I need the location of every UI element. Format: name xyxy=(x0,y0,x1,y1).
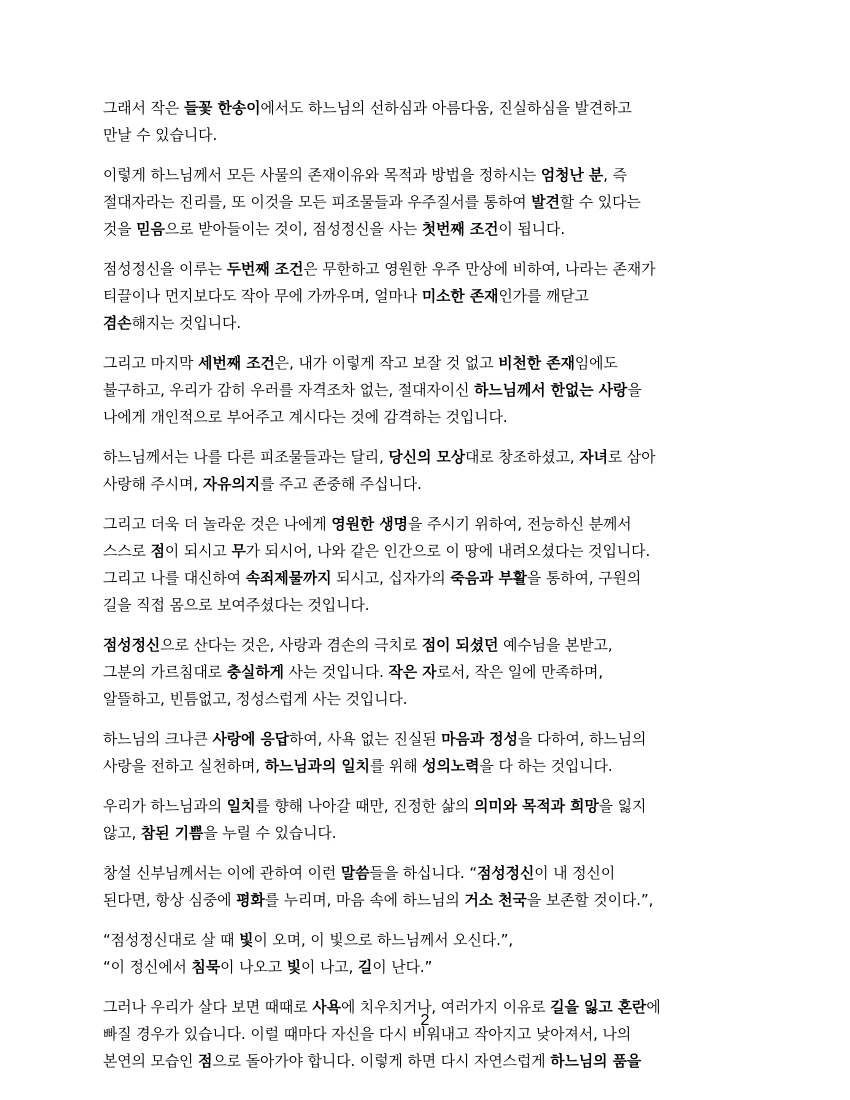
text-line xyxy=(103,860,763,887)
bold-text: 세번째 조건 xyxy=(198,355,275,372)
text-run: 되시고, 십자가의 xyxy=(331,570,451,587)
text-run: , 즉 xyxy=(603,167,627,184)
text-run: 예수님을 본받고, xyxy=(498,637,613,654)
text-line xyxy=(103,122,763,149)
text-line xyxy=(103,256,763,283)
paragraph xyxy=(103,927,763,981)
text-run: 를 누리며, 마음 속에 하느님의 xyxy=(264,892,465,909)
page-number: 2 xyxy=(420,1012,430,1029)
paragraph xyxy=(103,793,763,847)
text-run: 그러나 우리가 살다 보면 때때로 xyxy=(103,999,313,1016)
paragraph xyxy=(103,511,763,619)
bold-text: 영원한 생명 xyxy=(331,516,408,533)
text-run: 빠질 경우가 있습니다. 이럴 때마다 자신을 다시 비워내고 작아지고 낮아져서, 나의 xyxy=(103,1026,632,1043)
text-line xyxy=(103,659,763,686)
text-line xyxy=(103,753,763,780)
bold-text: 자유의지 xyxy=(202,476,261,493)
text-line xyxy=(103,216,763,243)
text-run: 에 xyxy=(646,999,661,1016)
text-line xyxy=(103,189,763,216)
text-run: 창설 신부님께서는 이에 관하여 이런 xyxy=(103,865,341,882)
bold-text: 두번째 조건 xyxy=(226,261,304,278)
bold-text: 하느님의 품을 xyxy=(550,1053,642,1070)
bold-text: 자녀 xyxy=(579,449,608,466)
text-line xyxy=(103,283,763,310)
text-run: 된다면, 항상 심중에 xyxy=(103,892,237,909)
text-run: 에 치우치거나, 여러가지 이유로 xyxy=(340,999,551,1016)
paragraph xyxy=(103,256,763,337)
bold-text: 엄청난 분 xyxy=(540,167,604,184)
text-run: 을 다 하는 것입니다. xyxy=(479,758,613,775)
bold-text: 빛 xyxy=(239,932,254,949)
text-run: 를 향해 나아갈 때만, 진정한 삶의 xyxy=(255,798,475,815)
paragraph xyxy=(103,162,763,243)
text-line xyxy=(103,95,763,122)
text-run: 을 통하여, 구원의 xyxy=(527,570,642,587)
text-run: 인가를 깨닫고 xyxy=(498,288,589,305)
text-line xyxy=(103,310,763,337)
text-line xyxy=(103,1048,763,1075)
text-run: 길을 직접 몸으로 보여주셨다는 것입니다. xyxy=(103,597,370,614)
text-run: 은, 내가 이렇게 작고 보잘 것 없고 xyxy=(274,355,499,372)
text-run: 본연의 모습인 xyxy=(103,1053,199,1070)
text-run: 를 위해 xyxy=(369,758,423,775)
text-run: 이 나오고 xyxy=(220,959,287,976)
text-run: 사랑해 주시며, xyxy=(103,476,203,493)
text-run: 가 되시어, 나와 같은 인간으로 이 땅에 내려오셨다는 것입니다. xyxy=(245,543,651,560)
paragraph xyxy=(103,444,763,498)
text-line xyxy=(103,350,763,377)
text-run: 으로 받아들이는 것이, 점성정신을 사는 xyxy=(164,221,422,238)
bold-text: 침묵 xyxy=(191,959,221,976)
text-line xyxy=(103,927,763,954)
bold-text: 빛 xyxy=(286,959,302,976)
bold-text: 겸손 xyxy=(103,315,132,332)
bold-text: 사랑에 응답 xyxy=(212,731,290,748)
text-line xyxy=(103,954,763,981)
text-line xyxy=(103,538,763,565)
text-run: 알뜰하고, 빈틈없고, 정성스럽게 사는 것입니다. xyxy=(103,691,408,708)
text-line xyxy=(103,887,763,914)
text-run: 을 주시기 위하여, 전능하신 분께서 xyxy=(407,516,632,533)
text-run: 그리고 나를 대신하여 xyxy=(103,570,246,587)
text-run: 그래서 작은 xyxy=(103,100,184,117)
text-line xyxy=(103,793,763,820)
text-run: 은 무한하고 영원한 우주 만상에 비하여, 나라는 존재가 xyxy=(303,261,656,278)
text-run: 으로 산다는 것은, 사랑과 겸손의 극치로 xyxy=(160,637,422,654)
bold-text: 들꽃 한송이 xyxy=(183,100,261,117)
text-run: 이 오며, 이 빛으로 하느님께서 오신다.”, xyxy=(253,932,514,949)
bold-text: 작은 자 xyxy=(388,664,437,681)
text-run: 티끌이나 먼지보다도 작아 무에 가까우며, 얼마나 xyxy=(103,288,422,305)
text-run: 그리고 더욱 더 놀라운 것은 나에게 xyxy=(103,516,332,533)
bold-text: 속죄제물까지 xyxy=(245,570,332,587)
bold-text: 비천한 존재 xyxy=(498,355,575,372)
text-run: 을 누릴 수 있습니다. xyxy=(203,825,337,842)
text-run: 스스로 xyxy=(103,543,151,560)
text-run: 하여, 사욕 없는 진실된 xyxy=(289,731,442,748)
text-line xyxy=(103,444,763,471)
paragraph xyxy=(103,95,763,149)
text-line xyxy=(103,820,763,847)
text-run: 그리고 마지막 xyxy=(103,355,199,372)
bold-text: 당신의 모상 xyxy=(388,449,466,466)
text-run: 임에도 xyxy=(574,355,618,372)
text-run: 할 수 있다는 xyxy=(559,194,641,211)
bold-text: 미소한 존재 xyxy=(421,288,499,305)
bold-text: 점이 되셨던 xyxy=(421,637,499,654)
bold-text: 참된 기쁨 xyxy=(141,825,204,842)
bold-text: 마음과 정성 xyxy=(441,731,518,748)
text-run: 이 됩니다. xyxy=(498,221,566,238)
text-run: 을 xyxy=(627,382,642,399)
text-line xyxy=(103,162,763,189)
text-run: 만날 수 있습니다. xyxy=(103,127,218,144)
text-run: 불구하고, 우리가 감히 우러를 자격조차 없는, 절대자이신 xyxy=(103,382,475,399)
text-run: 들을 하십니다. “ xyxy=(369,865,478,882)
bold-text: 점 xyxy=(150,543,165,560)
text-run: “점성정신대로 살 때 xyxy=(103,932,240,949)
text-run: 에서도 하느님의 선하심과 아름다움, 진실하심을 발견하고 xyxy=(260,100,632,117)
text-run: 않고, xyxy=(103,825,141,842)
bold-text: 사욕 xyxy=(312,999,341,1016)
text-run: 사랑을 전하고 실천하며, xyxy=(103,758,265,775)
text-line xyxy=(103,511,763,538)
text-run: 하느님께서는 나를 다른 피조물들과는 달리, xyxy=(103,449,389,466)
text-run: 이렇게 하느님께서 모든 사물의 존재이유와 목적과 방법을 정하시는 xyxy=(103,167,541,184)
bold-text: 하느님과의 일치 xyxy=(264,758,370,775)
text-run: 절대자라는 진리를, 또 이것을 모든 피조물들과 우주질서를 통하여 xyxy=(103,194,532,211)
text-run: 이 되시고 xyxy=(164,543,232,560)
text-line xyxy=(103,632,763,659)
bold-text: 평화 xyxy=(236,892,265,909)
paragraph xyxy=(103,726,763,780)
paragraph xyxy=(103,994,763,1075)
text-run: 이 난다.” xyxy=(372,959,433,976)
text-run: 나에게 개인적으로 부어주고 계시다는 것에 감격하는 것입니다. xyxy=(103,409,508,426)
bold-text: 길을 잃고 혼란 xyxy=(550,999,647,1016)
text-run: “이 정신에서 xyxy=(103,959,192,976)
text-run: 을 잃지 xyxy=(598,798,647,815)
text-run: 로서, 작은 일에 만족하며, xyxy=(436,664,604,681)
bold-text: 길 xyxy=(358,959,373,976)
bold-text: 말씀 xyxy=(340,865,370,882)
text-line xyxy=(103,404,763,431)
bold-text: 점성정신 xyxy=(477,865,535,882)
bold-text: 무 xyxy=(231,543,246,560)
bold-text: 성의노력 xyxy=(422,758,480,775)
text-run: 사는 것입니다. xyxy=(283,664,389,681)
bold-text: 점성정신 xyxy=(103,637,161,654)
paragraph xyxy=(103,632,763,713)
text-run: 하느님의 크나큰 xyxy=(103,731,213,748)
text-run: 으로 돌아가야 합니다. 이렇게 하면 다시 자연스럽게 xyxy=(212,1053,551,1070)
bold-text: 하느님께서 한없는 사랑 xyxy=(474,382,628,399)
text-run: 이 나고, xyxy=(301,959,359,976)
bold-text: 의미와 목적과 희망 xyxy=(474,798,599,815)
text-line xyxy=(103,377,763,404)
text-run: 점성정신을 이루는 xyxy=(103,261,227,278)
text-run: 해지는 것입니다. xyxy=(131,315,242,332)
bold-text: 죽음과 부활 xyxy=(450,570,528,587)
text-run: 대로 창조하셨고, xyxy=(465,449,580,466)
paragraph xyxy=(103,350,763,431)
text-line xyxy=(103,686,763,713)
bold-text: 거소 천국 xyxy=(464,892,527,909)
text-run: 이 내 정신이 xyxy=(534,865,616,882)
text-run: 로 삼아 xyxy=(607,449,656,466)
text-run: 우리가 하느님과의 xyxy=(103,798,227,815)
bold-text: 충실하게 xyxy=(226,664,284,681)
bold-text: 발견 xyxy=(531,194,560,211)
text-run: 를 주고 존중해 주십니다. xyxy=(260,476,422,493)
text-line xyxy=(103,565,763,592)
paragraph xyxy=(103,860,763,914)
document-body xyxy=(103,95,763,1088)
text-run: 그분의 가르침대로 xyxy=(103,664,227,681)
text-line xyxy=(103,471,763,498)
text-line xyxy=(103,726,763,753)
text-line xyxy=(103,592,763,619)
bold-text: 첫번째 조건 xyxy=(421,221,499,238)
text-run: 을 보존할 것이다.”, xyxy=(526,892,654,909)
bold-text: 일치 xyxy=(226,798,256,815)
bold-text: 점 xyxy=(198,1053,213,1070)
text-run: 것을 xyxy=(103,221,137,238)
text-run: 을 다하여, 하느님의 xyxy=(517,731,647,748)
bold-text: 믿음 xyxy=(136,221,165,238)
